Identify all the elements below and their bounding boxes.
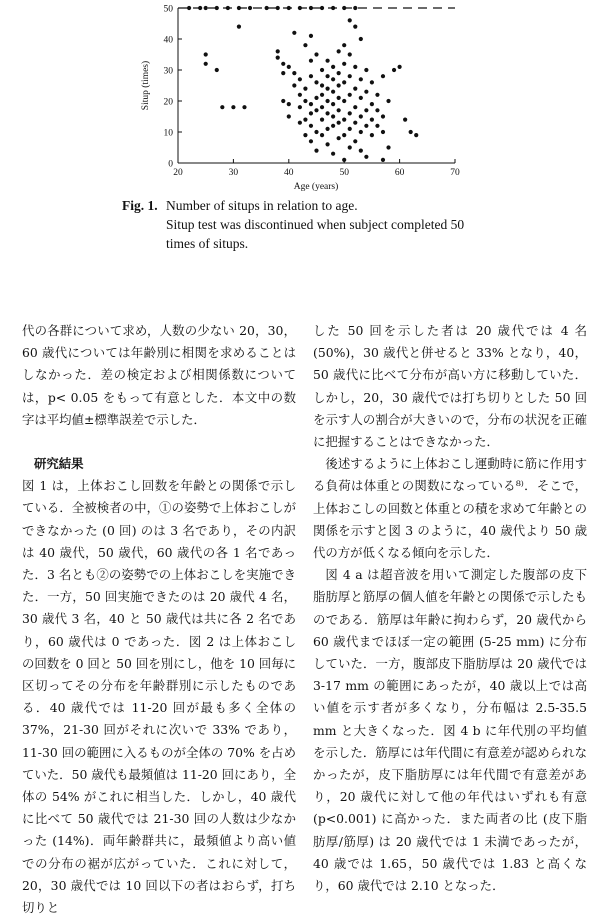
data-point [309, 6, 313, 10]
data-point [337, 96, 341, 100]
data-point [325, 111, 329, 115]
data-point [320, 6, 324, 10]
data-point [342, 158, 346, 162]
caption-line-3: times of situps. [166, 236, 249, 251]
data-point [198, 6, 202, 10]
data-point [348, 145, 352, 149]
y-tick-label: 50 [163, 4, 173, 15]
x-tick-label: 70 [450, 168, 460, 178]
data-point [375, 93, 379, 97]
data-point [342, 118, 346, 122]
data-point [314, 130, 318, 134]
data-point [325, 99, 329, 103]
data-point [337, 108, 341, 112]
data-point [265, 6, 269, 10]
data-point [381, 74, 385, 78]
y-tick-label: 10 [163, 128, 173, 139]
data-point [414, 133, 418, 137]
data-point [204, 52, 208, 56]
data-point [204, 62, 208, 66]
data-point [375, 108, 379, 112]
data-point [298, 6, 302, 10]
data-point [303, 133, 307, 137]
data-point [364, 90, 368, 94]
data-point [348, 127, 352, 131]
data-point [364, 124, 368, 128]
data-point [292, 71, 296, 75]
data-point [370, 118, 374, 122]
data-point [320, 133, 324, 137]
data-point [309, 74, 313, 78]
data-point [215, 6, 219, 10]
chart-axes [164, 5, 461, 179]
data-point [337, 71, 341, 75]
data-point [314, 80, 318, 84]
data-point [204, 6, 208, 10]
data-point [359, 96, 363, 100]
data-point [353, 105, 357, 109]
data-point [331, 77, 335, 81]
data-point [348, 18, 352, 22]
data-point [298, 77, 302, 81]
data-point [287, 6, 291, 10]
x-tick-label: 30 [228, 168, 239, 178]
results-paragraph-3: 後述するように上体おこし運動時に筋に作用する負荷は体重との関数になっている⁸⁾．そこで，上体おこしの回数と体重との積を求めて年齢との関係を示すと図 3 のように，40 歳代より 50 歳代の方が低くなる傾向を示した． [313, 456, 587, 561]
data-point [342, 43, 346, 47]
data-point [331, 152, 335, 156]
data-point [331, 90, 335, 94]
data-point [403, 118, 407, 122]
data-point [226, 6, 230, 10]
caption-line-1: Number of situps in relation to age. [166, 198, 358, 213]
data-point [325, 74, 329, 78]
data-point [215, 68, 219, 72]
data-point [353, 139, 357, 143]
data-point [364, 68, 368, 72]
data-point [364, 108, 368, 112]
data-point [281, 99, 285, 103]
data-point [325, 87, 329, 91]
data-point [331, 102, 335, 106]
situp-age-scatter-chart [0, 0, 600, 196]
data-point [353, 25, 357, 29]
data-point [386, 145, 390, 149]
data-point [298, 105, 302, 109]
y-tick-label: 0 [168, 159, 173, 170]
results-paragraph-4: 図 4 a は超音波を用いて測定した腹部の皮下脂肪厚と筋厚の個人値を年齢との関係で示したものである．筋厚は年齢に拘わらず，20 歳代から 60 歳代までほぼ一定の範囲 (5-25 mm) に分布していた．一方，腹部皮下脂肪厚は 20 歳代では 3-17 mm の範囲にあったが，40 歳以上では高い値を示す者が多くなり，分布幅は 2.5-35.5 mm と大きくなった．図 4 b に年代別の平均値を示した．筋厚には年代間に有意差が認められなかったが，皮下脂肪厚には年代間で有意差があり，20 歳代に対して他の年代はいずれも有意 (p<0.001) に高かった．また両者の比 (皮下脂肪厚/筋厚) は 20 歳代では 1 未満であったが，40 歳では 1.65，50 歳代では 1.83 と高くなり，60 歳代では 2.10 となった． [313, 567, 587, 894]
data-point [386, 99, 390, 103]
data-point [325, 127, 329, 131]
data-point [276, 49, 280, 53]
data-point [309, 102, 313, 106]
data-point [287, 102, 291, 106]
figure-label: Fig. 1. [122, 198, 158, 213]
data-point [353, 121, 357, 125]
data-points [187, 6, 418, 162]
data-point [398, 65, 402, 69]
data-point [353, 87, 357, 91]
data-point [281, 71, 285, 75]
data-point [364, 155, 368, 159]
data-point [331, 6, 335, 10]
data-point [292, 83, 296, 87]
data-point [314, 96, 318, 100]
data-point [342, 80, 346, 84]
data-point [342, 62, 346, 66]
data-point [292, 31, 296, 35]
data-point [353, 6, 357, 10]
data-point [320, 105, 324, 109]
data-point [248, 6, 252, 10]
data-point [187, 6, 191, 10]
data-point [331, 124, 335, 128]
y-tick-label: 40 [163, 35, 173, 46]
data-point [320, 83, 324, 87]
data-point [298, 121, 302, 125]
data-point [370, 133, 374, 137]
data-point [348, 93, 352, 97]
data-point [231, 105, 235, 109]
data-point [314, 108, 318, 112]
data-point [348, 74, 352, 78]
results-heading: 研究結果 [34, 456, 84, 472]
data-point [314, 149, 318, 153]
data-point [242, 105, 246, 109]
y-axis-label: Situp (times) [141, 60, 151, 111]
data-point [298, 93, 302, 97]
data-point [314, 52, 318, 56]
y-tick-label: 30 [163, 66, 173, 77]
x-tick-label: 50 [339, 168, 349, 178]
data-point [220, 105, 224, 109]
left-text-column [22, 320, 296, 919]
y-tick-label: 20 [163, 97, 173, 108]
data-point [320, 93, 324, 97]
data-point [303, 118, 307, 122]
data-point [359, 114, 363, 118]
data-point [325, 142, 329, 146]
data-point [237, 6, 241, 10]
data-point [303, 99, 307, 103]
data-point [309, 111, 313, 115]
figure-caption [122, 196, 562, 253]
data-point [342, 6, 346, 10]
data-point [320, 68, 324, 72]
methods-closing-paragraph: 代の各群について求め，人数の少ない 20，30，60 歳代については年齢別に相関を求めることはしなかった．差の検定および相関係数については，p< 0.05 をもって有意とした．本文中の数字は平均値±標準誤差で示した． [22, 323, 296, 427]
data-point [370, 80, 374, 84]
data-point [337, 83, 341, 87]
data-point [370, 102, 374, 106]
figure-1 [0, 0, 600, 250]
data-point [331, 114, 335, 118]
data-point [348, 52, 352, 56]
data-point [409, 130, 413, 134]
data-point [359, 130, 363, 134]
data-point [392, 68, 396, 72]
data-point [342, 99, 346, 103]
data-point [237, 25, 241, 29]
data-point [381, 158, 385, 162]
data-point [359, 37, 363, 41]
data-point [303, 43, 307, 47]
data-point [276, 6, 280, 10]
data-point [276, 56, 280, 60]
data-point [337, 121, 341, 125]
data-point [359, 149, 363, 153]
data-point [331, 65, 335, 69]
data-point [303, 87, 307, 91]
data-point [309, 34, 313, 38]
x-tick-label: 40 [284, 168, 294, 178]
data-point [287, 114, 291, 118]
data-point [309, 59, 313, 63]
data-point [359, 77, 363, 81]
data-point [375, 124, 379, 128]
x-tick-label: 20 [173, 168, 183, 178]
right-text-column [313, 320, 587, 897]
data-point [381, 130, 385, 134]
data-point [320, 118, 324, 122]
data-point [287, 65, 291, 69]
data-point [309, 124, 313, 128]
results-paragraph-2: した 50 回を示した者は 20 歳代では 4 名 (50%)，30 歳代と併せると 33% となり，40，50 歳代に比べて分布が高い方に移動していた．しかし，20，30 歳代では打ち切りとした 50 回を示す人の割合が大きいので，分布の状況を正確に把握することはできなかった． [313, 323, 587, 450]
caption-line-2: Situp test was discontinued when subject completed 50 [166, 217, 465, 232]
data-point [342, 133, 346, 137]
data-point [337, 136, 341, 140]
data-point [381, 114, 385, 118]
data-point [281, 62, 285, 66]
data-point [309, 139, 313, 143]
data-point [353, 65, 357, 69]
data-point [325, 59, 329, 63]
results-paragraph-1: 図 1 は，上体おこし回数を年齢との関係で示している．全被検者の中，①の姿勢で上体おこしができなかった (0 回) のは 3 名であり，その内訳は 40 歳代，50 歳代，60 歳代の各 1 名であった．3 名とも②の姿勢での上体おこしを実施できた．一方，50 回実施できたのは 20 歳代 4 名，30 歳代 3 名，40 と 50 歳代は共に各 2 名であり，60 歳代は 0 であった．図 2 は上体おこしの回数を 0 回と 50 回を別にし，他を 10 回毎に区切ってその分布を年齢群別に示したものである．40 歳代では 11-20 回が最も多く全体の 37%，21-30 回がそれに次いで 33% であり，11-30 回の範囲に入るものが全体の 70% を占めていた．50 歳代も最頻値は 11-20 回にあり，全体の 54% がこれに相当した．しかし，40 歳代に比べて 50 歳代では 21-30 回の人数は少なかった (14%)．両年齢群共に，最頻値より高い値での分布の裾が広がっていた．これに対して，20，30 歳代では 10 回以下の者はおらず，打ち切りと [22, 478, 296, 916]
data-point [348, 111, 352, 115]
x-axis-label: Age (years) [293, 182, 339, 192]
data-point [337, 49, 341, 53]
x-tick-label: 60 [394, 168, 405, 178]
